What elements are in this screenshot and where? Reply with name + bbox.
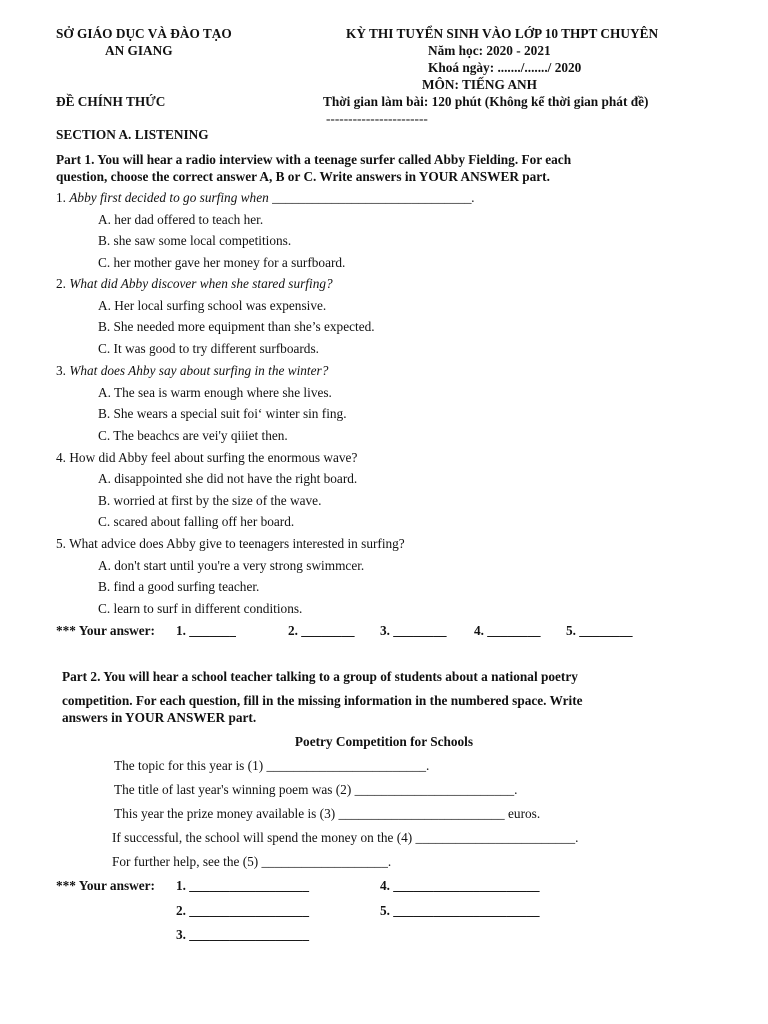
exam-title: KỲ THI TUYỂN SINH VÀO LỚP 10 THPT CHUYÊN	[346, 26, 659, 41]
exam-date: Khoá ngày: ......./......./ 2020	[428, 60, 582, 75]
part2-item-4	[98, 830, 578, 846]
part2-item-2	[100, 782, 517, 798]
header-divider: -----------------------	[326, 111, 428, 126]
option-2b: B. She needed more equipment than she’s expected.	[98, 319, 375, 334]
part1-instruction-line-2: question, choose the correct answer A, B or C. Write answers in YOUR ANSWER part.	[56, 169, 550, 184]
section-title: SECTION A. LISTENING	[56, 127, 209, 142]
option-1a: A. her dad offered to teach her.	[98, 212, 264, 227]
department-line-2: AN GIANG	[105, 43, 173, 58]
question-text: What does Ahby say about surfing in the winter?	[69, 363, 329, 378]
option-3b: B. She wears a special suit foi‘ winter sin fing.	[98, 406, 347, 421]
part2-answer-5[interactable]: 5. ______________________	[380, 903, 540, 918]
question-number: 3.	[56, 363, 66, 378]
item-text: The title of last year's winning poem was (2) ________________________.	[114, 782, 518, 797]
part1-answer-label: *** Your answer:	[56, 623, 155, 638]
part2-item-3	[100, 806, 540, 822]
item-text: The topic for this year is (1) ________________________.	[114, 758, 430, 773]
part1-answer-blank-2[interactable]: 2. ________	[288, 623, 355, 638]
item-text: If successful, the school will spend the money on the (4) ________________________.	[112, 830, 579, 845]
part2-answer-4[interactable]: 4. ______________________	[380, 878, 540, 893]
official-exam-label: ĐỀ CHÍNH THỨC	[56, 94, 166, 109]
option-1c: C. her mother gave her money for a surfboard.	[98, 255, 346, 270]
option-4b: B. worried at first by the size of the wave.	[98, 493, 322, 508]
part1-instruction-line-1: Part 1. You will hear a radio interview with a teenage surfer called Abby Fielding. For each	[56, 152, 572, 167]
question-number: 2.	[56, 276, 66, 291]
exam-time: Thời gian làm bài: 120 phút (Không kể thời gian phát đề)	[323, 94, 649, 109]
option-3c: C. The beachcs are vei'y qiiiet then.	[98, 428, 288, 443]
question-3	[56, 363, 328, 379]
question-1	[56, 190, 475, 206]
option-5c: C. learn to surf in different conditions.	[98, 601, 303, 616]
question-4	[56, 450, 357, 466]
question-number: 5.	[56, 536, 66, 551]
question-text: What did Abby discover when she stared surfing?	[69, 276, 333, 291]
part1-answer-blank-3[interactable]: 3. ________	[380, 623, 447, 638]
part2-instruction-line-1: Part 2. You will hear a school teacher talking to a group of students about a national poetry	[62, 669, 578, 684]
part2-answer-1[interactable]: 1. __________________	[176, 878, 309, 893]
part2-answer-2[interactable]: 2. __________________	[176, 903, 309, 918]
option-2a: A. Her local surfing school was expensive.	[98, 298, 327, 313]
school-year: Năm học: 2020 - 2021	[428, 43, 551, 58]
option-5a: A. don't start until you're a very strong swimmcer.	[98, 558, 365, 573]
question-2	[56, 276, 333, 292]
part2-instruction-line-3: answers in YOUR ANSWER part.	[62, 710, 257, 725]
subject: MÔN: TIẾNG ANH	[422, 77, 538, 92]
part2-item-5	[98, 854, 391, 870]
question-text: Abby first decided to go surfing when ______________________________.	[69, 190, 475, 205]
question-text: What advice does Abby give to teenagers interested in surfing?	[69, 536, 405, 551]
option-2c: C. It was good to try different surfboards.	[98, 341, 319, 356]
option-4c: C. scared about falling off her board.	[98, 514, 295, 529]
question-text: How did Abby feel about surfing the enormous wave?	[69, 450, 358, 465]
part1-answer-blank-5[interactable]: 5. ________	[566, 623, 633, 638]
part2-answer-label: *** Your answer:	[56, 878, 155, 893]
option-5b: B. find a good surfing teacher.	[98, 579, 260, 594]
department-line-1: SỞ GIÁO DỤC VÀ ĐÀO TẠO	[56, 26, 232, 41]
part2-item-1	[100, 758, 429, 774]
part2-heading: Poetry Competition for Schools	[294, 734, 474, 749]
question-5	[56, 536, 405, 552]
item-text: This year the prize money available is (3) _________________________ euros.	[114, 806, 541, 821]
option-4a: A. disappointed she did not have the right board.	[98, 471, 358, 486]
option-3a: A. The sea is warm enough where she lives.	[98, 385, 332, 400]
option-1b: B. she saw some local competitions.	[98, 233, 292, 248]
question-number: 4.	[56, 450, 66, 465]
question-number: 1.	[56, 190, 66, 205]
part1-answer-blank-4[interactable]: 4. ________	[474, 623, 541, 638]
item-text: For further help, see the (5) ___________________.	[112, 854, 392, 869]
part2-answer-3[interactable]: 3. __________________	[176, 927, 309, 942]
part1-answer-blank-1[interactable]: 1. _______	[176, 623, 236, 638]
part2-instruction-line-2: competition. For each question, fill in the missing information in the numbered space. Write	[62, 693, 583, 708]
